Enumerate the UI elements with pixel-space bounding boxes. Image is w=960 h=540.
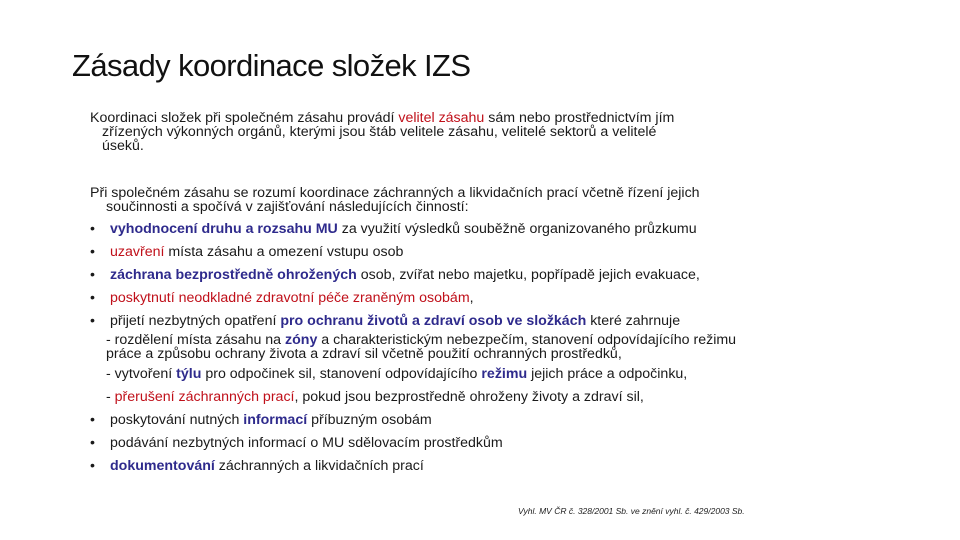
intro-paragraph bbox=[90, 111, 860, 153]
item-highlight: pro ochranu životů a zdraví osob ve složkách bbox=[280, 313, 587, 329]
item-highlight: záchrana bezprostředně ohrožených bbox=[110, 267, 357, 283]
bullet-icon: • bbox=[90, 435, 95, 451]
activities-intro-2: součinnosti a spočívá v zajišťování následujících činností: bbox=[106, 199, 469, 215]
sub-text: a charakteristickým nebezpečím, stanovení odpovídajícího režimu bbox=[317, 332, 737, 348]
intro-line-2: zřízených výkonných orgánů, kterými jsou štáb velitele zásahu, velitelé sektorů a velitelé bbox=[102, 124, 657, 140]
bullet-icon: • bbox=[90, 244, 95, 260]
activities-intro-1: Při společném zásahu se rozumí koordinace záchranných a likvidačních prací včetně řízení jejich bbox=[90, 185, 700, 201]
item-text: místa zásahu a omezení vstupu osob bbox=[164, 244, 404, 260]
intro-highlight: velitel zásahu bbox=[398, 110, 485, 126]
bullet-icon: • bbox=[90, 290, 95, 306]
activities-section bbox=[90, 186, 860, 480]
item-text: které zahrnuje bbox=[586, 313, 681, 329]
sub-text: pro odpočinek sil, stanovení odpovídajícího bbox=[201, 366, 482, 382]
item-highlight: informací bbox=[243, 412, 308, 428]
item-highlight: vyhodnocení druhu a rozsahu MU bbox=[110, 221, 338, 237]
item-text: osob, zvířat nebo majetku, popřípadě jejich evakuace, bbox=[356, 267, 700, 283]
item-text: podávání nezbytných informací o MU sdělovacím prostředkům bbox=[110, 435, 503, 451]
sub-item bbox=[90, 365, 860, 388]
item-text: poskytování nutných bbox=[110, 412, 244, 428]
item-text: záchranných a likvidačních prací bbox=[214, 458, 424, 474]
sub-highlight: přerušení záchranných prací bbox=[114, 389, 295, 405]
list-item bbox=[90, 266, 860, 289]
bullet-icon: • bbox=[90, 267, 95, 283]
item-text: , bbox=[469, 290, 474, 306]
item-text: příbuzným osobám bbox=[307, 412, 432, 428]
sub-item bbox=[90, 333, 860, 361]
sub-text: - rozdělení místa zásahu na bbox=[106, 332, 286, 348]
sub-highlight: týlu bbox=[176, 366, 202, 382]
sub-highlight: režimu bbox=[481, 366, 528, 382]
item-text: přijetí nezbytných opatření bbox=[110, 313, 281, 329]
item-highlight: uzavření bbox=[110, 244, 165, 260]
sub-text: - bbox=[106, 389, 115, 405]
sub-text: - vytvoření bbox=[106, 366, 177, 382]
list-item bbox=[90, 243, 860, 266]
item-highlight: dokumentování bbox=[110, 458, 215, 474]
bullet-icon: • bbox=[90, 221, 95, 237]
sub-text: , pokud jsou bezprostředně ohroženy životy a zdraví sil, bbox=[294, 389, 644, 405]
intro-text: Koordinaci složek při společném zásahu provádí bbox=[90, 110, 399, 126]
item-highlight: poskytnutí neodkladné zdravotní péče zraněným osobám bbox=[110, 290, 470, 306]
bullet-icon: • bbox=[90, 313, 95, 329]
list-item bbox=[90, 289, 860, 312]
source-citation: Vyhl. MV ČR č. 328/2001 Sb. ve znění vyhl. č. 429/2003 Sb. bbox=[518, 506, 745, 516]
intro-line-3: úseků. bbox=[102, 138, 144, 154]
bullet-icon: • bbox=[90, 458, 95, 474]
sub-text: jejich práce a odpočinku, bbox=[527, 366, 688, 382]
slide-title: Zásady koordinace složek IZS bbox=[72, 48, 471, 83]
intro-text-rest: sám nebo prostřednictvím jím bbox=[484, 110, 675, 126]
sub-text-cont: práce a způsobu ochrany života a zdraví sil včetně použití ochranných prostředků, bbox=[106, 346, 622, 362]
bullet-icon: • bbox=[90, 412, 95, 428]
list-item bbox=[90, 411, 860, 434]
item-text: za využití výsledků souběžně organizovaného průzkumu bbox=[337, 221, 697, 237]
list-item bbox=[90, 457, 860, 480]
list-item bbox=[90, 220, 860, 243]
sub-highlight: zóny bbox=[285, 332, 318, 348]
sub-item bbox=[90, 388, 860, 411]
list-item bbox=[90, 434, 860, 457]
